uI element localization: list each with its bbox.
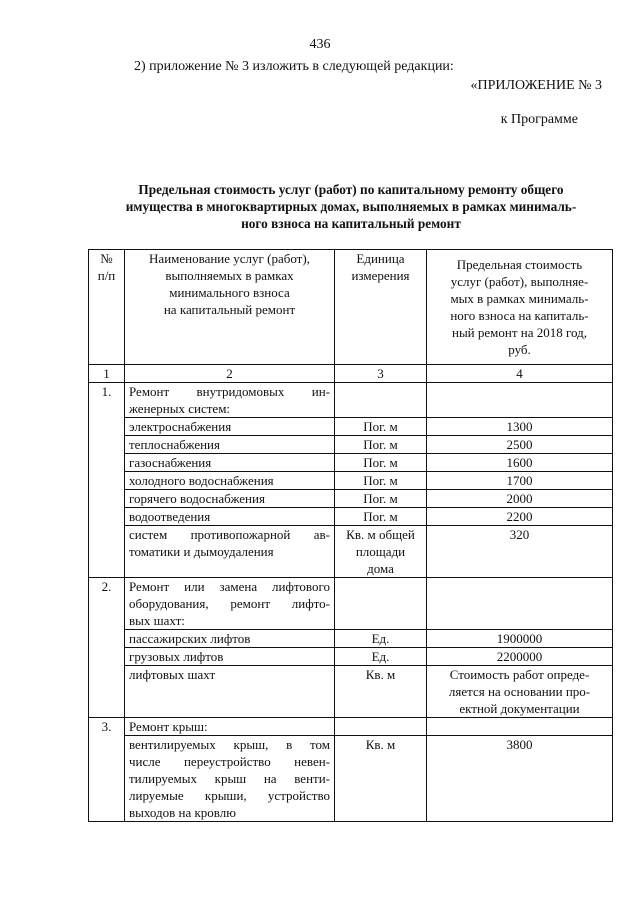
table-row <box>89 454 613 472</box>
table-row <box>89 490 613 508</box>
unit: Кв. м общей площади дома <box>335 526 427 578</box>
table-row <box>89 630 613 648</box>
price: 1700 <box>427 472 613 490</box>
table-row <box>89 472 613 490</box>
price: 2000 <box>427 490 613 508</box>
intro-line: 2) приложение № 3 изложить в следующей редакции: <box>134 59 454 74</box>
section-title: Ремонт внутридомовых ин- женерных систем: <box>125 383 335 418</box>
table-row <box>89 436 613 454</box>
price: 2200 <box>427 508 613 526</box>
service-name: вентилируемых крыш, в том числе переустройство невен- тилируемых крыш на венти- лируемые крыши, устройство выходов на кровлю <box>125 736 335 822</box>
service-name: теплоснабжения <box>125 436 335 454</box>
service-name: систем противопожарной ав- томатики и дымоудаления <box>125 526 335 578</box>
unit: Кв. м <box>335 736 427 822</box>
service-name: лифтовых шахт <box>125 666 335 718</box>
service-name: водоотведения <box>125 508 335 526</box>
table-row <box>89 418 613 436</box>
title-line: Предельная стоимость услуг (работ) по капитальному ремонту общего <box>138 182 564 197</box>
unit: Кв. м <box>335 666 427 718</box>
unit: Пог. м <box>335 472 427 490</box>
table-row <box>89 383 613 418</box>
table-row <box>89 648 613 666</box>
table-row <box>89 526 613 578</box>
page-number: 436 <box>309 37 331 52</box>
program-reference: к Программе <box>500 112 578 127</box>
column-number: 4 <box>427 365 613 383</box>
table-header-row <box>89 250 613 365</box>
service-name: грузовых лифтов <box>125 648 335 666</box>
header-service-name: Наименование услуг (работ), выполняемых в рамках минимального взноса на капитальный ремонт <box>125 250 335 365</box>
service-name: газоснабжения <box>125 454 335 472</box>
empty-cell <box>427 383 613 418</box>
price: 2500 <box>427 436 613 454</box>
table-row <box>89 666 613 718</box>
header-price: Предельная стоимость услуг (работ), выполняе- мых в рамках минималь- ного взноса на капиталь- ный ремонт на 2018 год, руб. <box>427 250 613 365</box>
title-line: имущества в многоквартирных домах, выполняемых в рамках минималь- <box>125 199 577 214</box>
table-row <box>89 578 613 630</box>
table-row <box>89 508 613 526</box>
price: Стоимость работ опреде- ляется на основании про- ектной документации <box>427 666 613 718</box>
price: 1900000 <box>427 630 613 648</box>
column-numbers-row <box>89 365 613 383</box>
title-line: ного взноса на капитальный ремонт <box>241 216 461 231</box>
price: 1600 <box>427 454 613 472</box>
table-row <box>89 718 613 736</box>
unit: Ед. <box>335 630 427 648</box>
empty-cell <box>335 718 427 736</box>
service-name: холодного водоснабжения <box>125 472 335 490</box>
empty-cell <box>427 718 613 736</box>
column-number: 2 <box>125 365 335 383</box>
appendix-heading: «ПРИЛОЖЕНИЕ № 3 <box>470 78 602 93</box>
unit: Пог. м <box>335 436 427 454</box>
empty-cell <box>335 578 427 630</box>
unit: Пог. м <box>335 490 427 508</box>
section-title: Ремонт крыш: <box>125 718 335 736</box>
column-number: 3 <box>335 365 427 383</box>
service-name: горячего водоснабжения <box>125 490 335 508</box>
unit: Пог. м <box>335 508 427 526</box>
table-row <box>89 736 613 822</box>
row-number: 1. <box>89 383 125 578</box>
service-name: пассажирских лифтов <box>125 630 335 648</box>
unit: Пог. м <box>335 418 427 436</box>
header-unit: Единица измерения <box>335 250 427 365</box>
unit: Ед. <box>335 648 427 666</box>
header-number: № п/п <box>89 250 125 365</box>
column-number: 1 <box>89 365 125 383</box>
price: 320 <box>427 526 613 578</box>
document-title <box>86 181 616 232</box>
empty-cell <box>335 383 427 418</box>
service-name: электроснабжения <box>125 418 335 436</box>
price: 3800 <box>427 736 613 822</box>
price: 2200000 <box>427 648 613 666</box>
row-number: 2. <box>89 578 125 718</box>
unit: Пог. м <box>335 454 427 472</box>
price-table <box>88 249 613 822</box>
section-title: Ремонт или замена лифтового оборудования, ремонт лифто- вых шахт: <box>125 578 335 630</box>
empty-cell <box>427 578 613 630</box>
row-number: 3. <box>89 718 125 822</box>
price: 1300 <box>427 418 613 436</box>
